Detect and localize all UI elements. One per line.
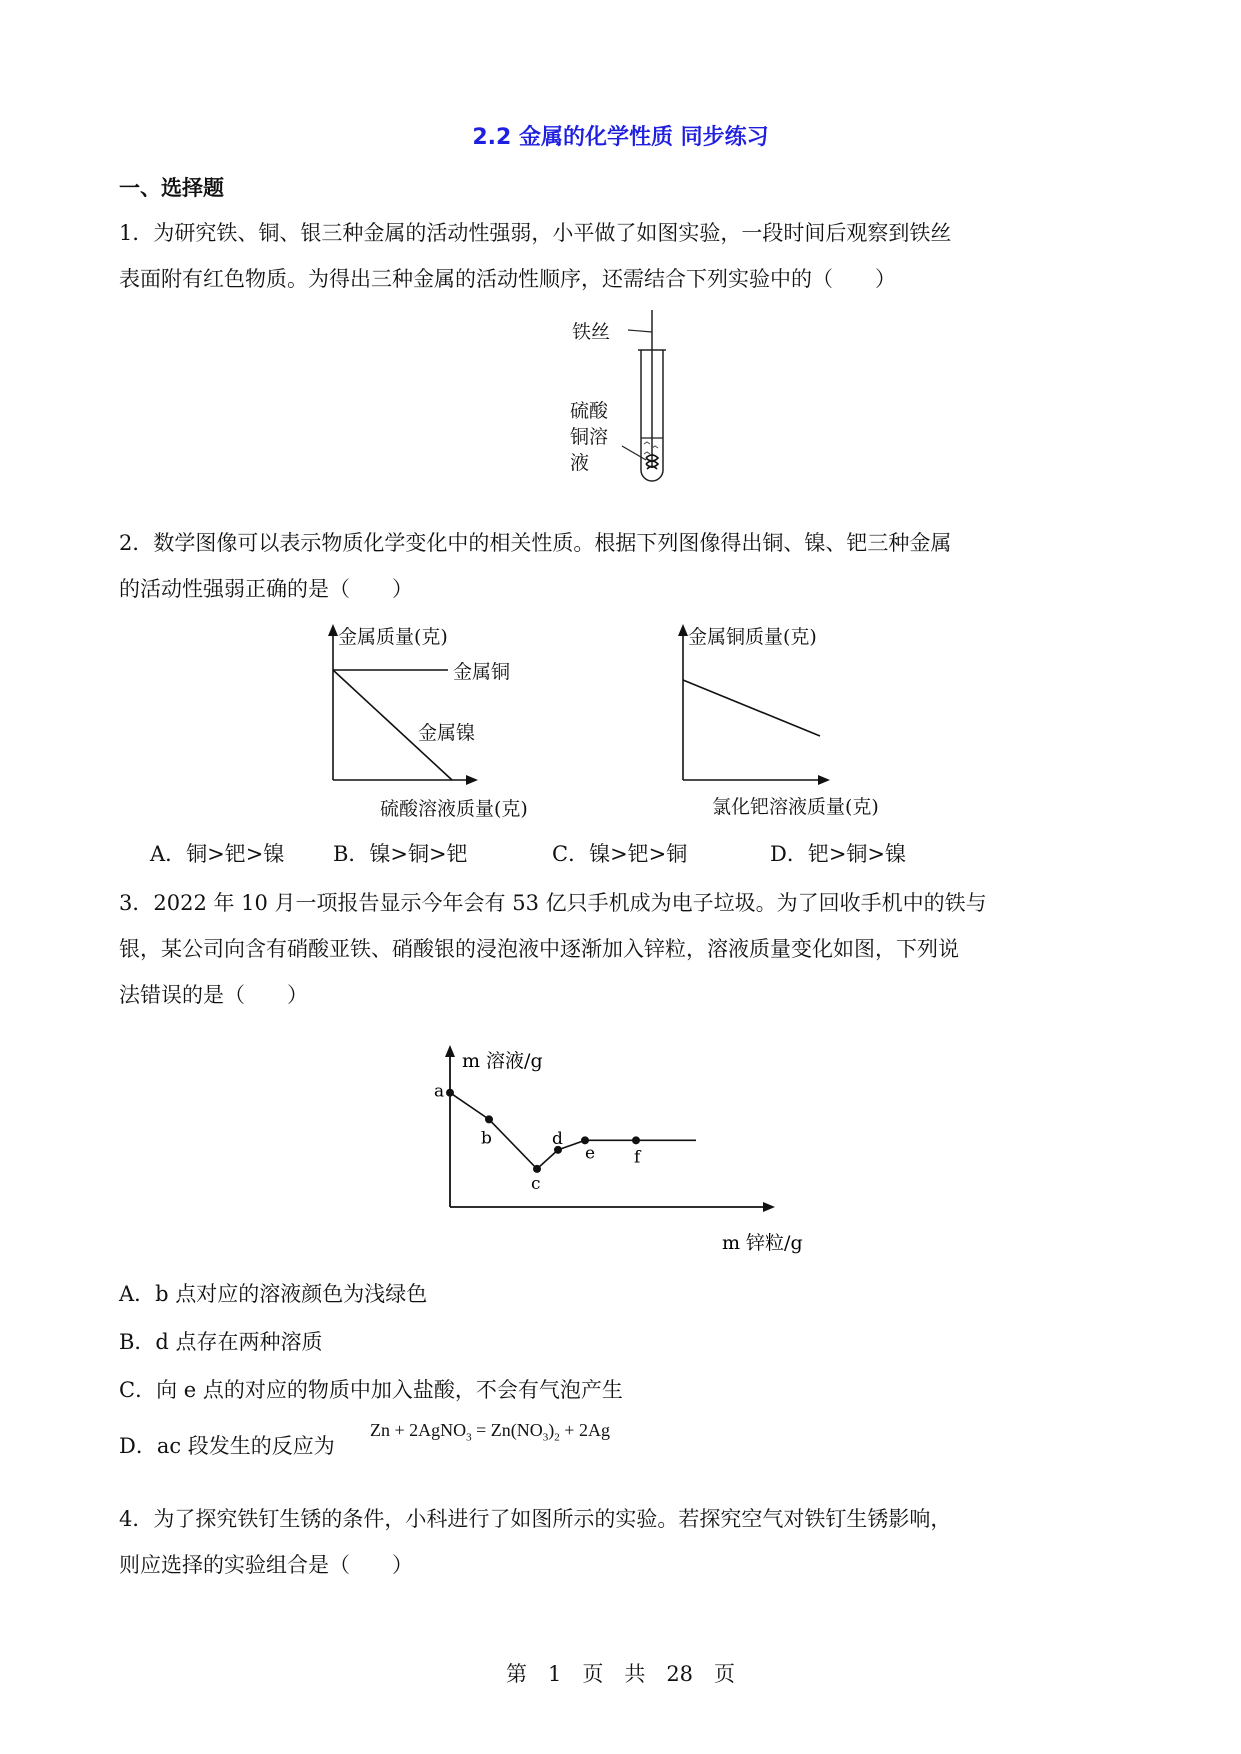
graph-1-x-arrow [466,775,478,785]
graph-1-ylabel: 金属质量(克) [338,626,448,648]
q2-option-c: C．镍>钯>铜 [552,842,688,866]
q3-y-arrow [445,1045,455,1057]
q3-xlabel: m 锌粒/g [722,1232,803,1254]
graph-2-y-arrow [678,624,688,636]
graph-2-ylabel: 金属铜质量(克) [688,626,817,648]
q3-series [434,1082,696,1194]
graph-2-xlabel: 氯化钯溶液质量(克) [712,796,879,818]
q2-line-2: 的活动性强弱正确的是（ ） [119,577,413,601]
q3-line-1: 3．2022 年 10 月一项报告显示今年会有 53 亿只手机成为电子垃圾。为了回收手机中的铁与 [119,891,987,915]
q3-line-2: 银，某公司向含有硝酸亚铁、硝酸银的浸泡液中逐渐加入锌粒，溶液质量变化如图，下列说 [119,937,959,961]
q3-point-label-c: c [531,1173,541,1194]
q3-option-b: B．d 点存在两种溶质 [119,1330,323,1354]
section-heading: 一、选择题 [119,176,224,200]
q3-ylabel: m 溶液/g [462,1050,543,1072]
q3-point-label-a: a [434,1081,445,1102]
eq-sub-3: 2 [554,1431,560,1444]
wire-label: 铁丝 [572,321,611,343]
eq-mid: = Zn(NO [471,1420,543,1440]
solution-label-1: 硫酸 [570,400,609,422]
solution-label-3: 液 [570,452,590,474]
q1-line-1: 1．为研究铁、铜、银三种金属的活动性强弱，小平做了如图实验，一段时间后观察到铁丝 [119,221,952,245]
q3-chart-svg [420,1035,820,1260]
q3-point-c [533,1165,541,1173]
wire-pointer [628,330,652,332]
graph-2-copper-line [683,680,820,736]
eq-left: Zn + 2AgNO [370,1420,467,1440]
q1-test-tube-figure [560,308,700,493]
q3-point-label-d: d [552,1128,563,1149]
graph-1-y-arrow [328,624,338,636]
q2-option-b: B．镍>铜>钯 [333,842,468,866]
q2-option-a: A．铜>钯>镍 [150,842,285,866]
q2-graph-2 [650,612,950,822]
graph-1-nickel-label: 金属镍 [418,722,476,744]
eq-right: + 2Ag [559,1420,610,1440]
q1-line-2: 表面附有红色物质。为得出三种金属的活动性顺序，还需结合下列实验中的（ ） [119,267,896,291]
q3-point-label-f: f [634,1147,641,1168]
graph-1-copper-label: 金属铜 [453,661,511,683]
liquid-texture [644,442,658,454]
q3-option-a: A．b 点对应的溶液颜色为浅绿色 [119,1282,428,1306]
page-footer: 第 1 页 共 28 页 [505,1662,736,1686]
q4-line-1: 4．为了探究铁钉生锈的条件，小科进行了如图所示的实验。若探究空气对铁钉生锈影响， [119,1507,952,1531]
q3-option-c: C．向 e 点的对应的物质中加入盐酸，不会有气泡产生 [119,1378,623,1402]
q2-graph-1 [300,612,590,822]
q3-point-label-b: b [481,1128,492,1149]
solution-label-2: 铜溶 [570,426,609,448]
graph-1-xlabel: 硫酸溶液质量(克) [380,798,528,820]
q3-point-b [485,1115,493,1123]
q3-option-d: D．ac 段发生的反应为 [119,1434,335,1458]
q3-point-f [632,1136,640,1144]
eq-sub-2: 3 [542,1431,549,1444]
graph-2-x-arrow [818,775,830,785]
q3-point-label-e: e [585,1143,596,1164]
q3-equation [370,1420,610,1444]
q3-x-arrow [763,1202,775,1212]
eq-sub-1: 3 [466,1431,472,1444]
q2-line-1: 2．数学图像可以表示物质化学变化中的相关性质。根据下列图像得出铜、镍、钯三种金属 [119,531,952,555]
q2-option-d: D．钯>铜>镍 [770,842,907,866]
q3-point-a [446,1089,454,1097]
q3-chart [420,1035,820,1260]
eq-close: ) [548,1420,555,1440]
q3-line-3: 法错误的是（ ） [119,983,308,1007]
page-title: 2.2 金属的化学性质 同步练习 [472,125,769,150]
q4-line-2: 则应选择的实验组合是（ ） [119,1553,413,1577]
solution-pointer [622,446,646,460]
